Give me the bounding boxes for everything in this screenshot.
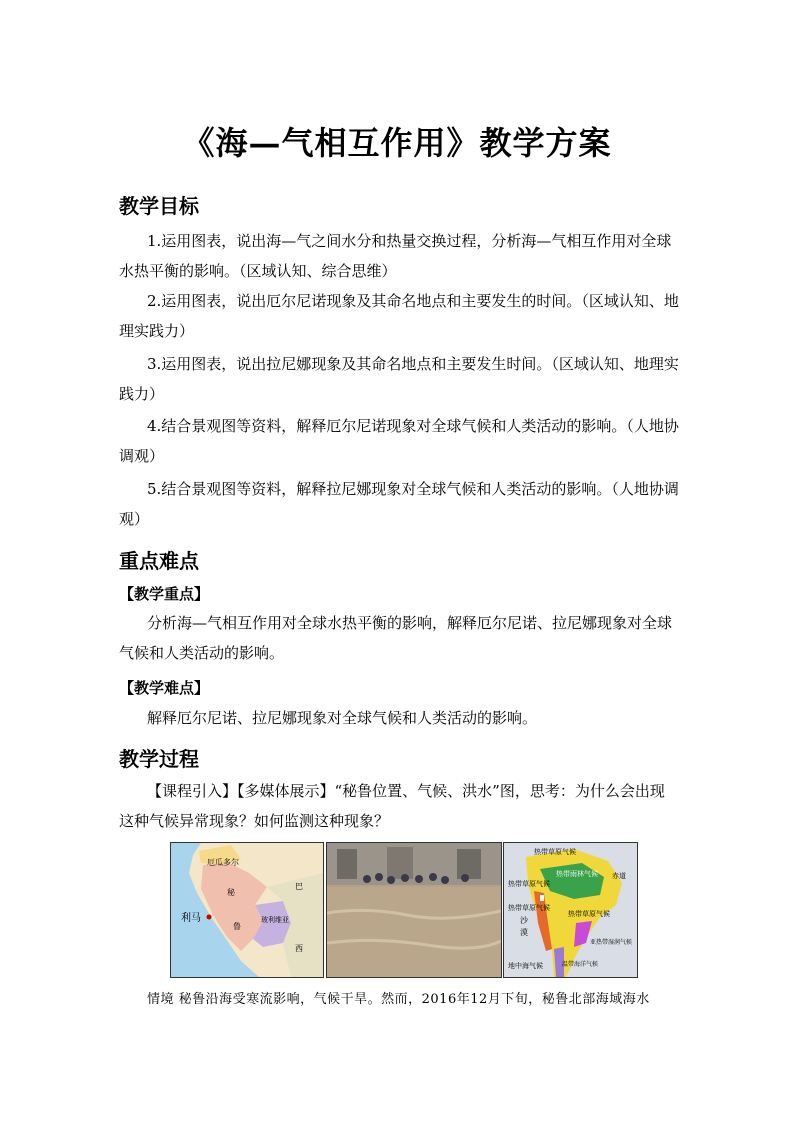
map3-label-savanna-left: 热带草原气候	[508, 880, 550, 888]
goal-text-3: 3.运用图表，说出拉尼娜现象及其命名地点和主要发生时间。（区域认知、地理实践力）	[119, 355, 679, 403]
map3-label-savanna-mid: 热带草原气候	[568, 910, 610, 918]
process-intro-text: 【课程引入】【多媒体展示】“秘鲁位置、气候、洪水”图，思考：为什么会出现这种气候异常现象？如何监测这种现象？	[119, 782, 665, 830]
goal-item-4	[119, 411, 679, 471]
goal-text-5: 5.结合景观图等资料，解释拉尼娜现象对全球气候和人类活动的影响。（人地协调观）	[119, 480, 679, 528]
goal-text-1: 1.运用图表，说出海—气之间水分和热量交换过程，分析海—气相互作用对全球水热平衡的影响。（区域认知、综合思维）	[119, 232, 672, 280]
goal-text-4: 4.结合景观图等资料，解释厄尔尼诺现象对全球气候和人类活动的影响。（人地协调观）	[119, 417, 679, 465]
scenario-caption: 情境 秘鲁沿海受寒流影响，气候干旱。然而，2016年12月下旬，秘鲁北部海域海水	[147, 992, 650, 1007]
climate-map	[503, 842, 638, 978]
map1-label-brazil-1: 巴	[295, 882, 303, 891]
goal-item-5	[119, 474, 679, 534]
peru-location-map	[170, 842, 324, 978]
building-window	[457, 849, 481, 879]
process-intro-block	[119, 776, 679, 836]
difficulty-text-block	[119, 703, 679, 733]
map3-label-mediterranean: 地中海气候	[508, 962, 543, 970]
map1-label-peru-2: 鲁	[233, 922, 241, 931]
map3-label-savanna-top: 热带草原气候	[534, 848, 576, 856]
key-heading: 重点难点	[119, 549, 199, 573]
flood-photo-graphic	[327, 843, 501, 977]
document-title: 《海—气相互作用》教学方案	[182, 124, 612, 162]
map3-label-temperate: 温带海洋气候	[562, 961, 599, 968]
key-point-text-block	[119, 608, 679, 668]
lima-dot	[207, 915, 212, 920]
map1-label-peru-1: 秘	[227, 888, 235, 897]
process-heading: 教学过程	[119, 747, 199, 771]
map1-label-brazil-2: 西	[295, 944, 303, 953]
map1-label-bolivia: 玻利维亚	[261, 916, 289, 924]
goal-item-1	[119, 226, 679, 286]
goals-heading: 教学目标	[119, 194, 199, 218]
water-surface	[327, 887, 501, 977]
difficulty-text: 解释厄尔尼诺、拉尼娜现象对全球气候和人类活动的影响。	[147, 709, 538, 727]
map3-label-desert-1: 沙	[520, 916, 528, 925]
map1-label-lima: 利马	[181, 913, 201, 924]
building-window	[387, 847, 413, 879]
key-point-label: 【教学重点】	[119, 585, 210, 603]
goal-item-2	[119, 286, 679, 346]
map3-label-equator: 赤道	[612, 872, 626, 880]
map3-label-savanna-west: 热带草原气候	[508, 904, 550, 912]
map3-label-desert-2: 漠	[520, 928, 528, 937]
goal-item-3	[119, 349, 679, 409]
difficulty-label: 【教学难点】	[119, 679, 210, 697]
goal-text-2: 2.运用图表，说出厄尔尼诺现象及其命名地点和主要发生的时间。（区域认知、地理实践力）	[119, 292, 679, 340]
map1-label-ecuador: 厄瓜多尔	[207, 858, 239, 867]
flood-photo	[326, 842, 502, 978]
key-point-text: 分析海—气相互作用对全球水热平衡的影响，解释厄尔尼诺、拉尼娜现象对全球气候和人类活动的影响。	[119, 614, 673, 662]
building-window	[337, 849, 357, 879]
map3-label-subtropical: 亚热带湿润气候	[590, 939, 633, 946]
equator-mark	[540, 895, 544, 901]
map3-label-rainforest: 热带雨林气候	[556, 870, 598, 878]
